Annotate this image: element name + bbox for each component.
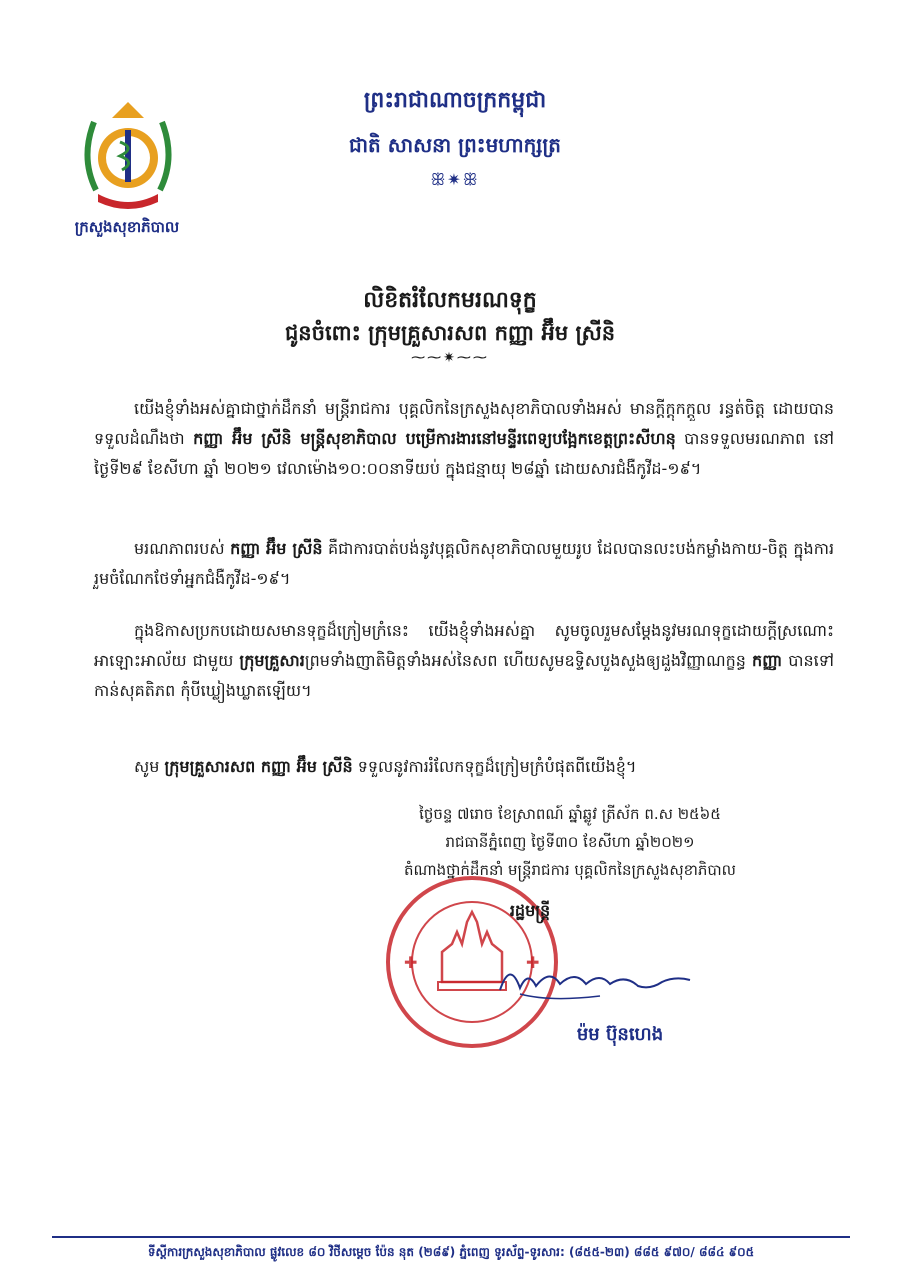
- on-behalf-line: តំណាងថ្នាក់ដឹកនាំ មន្ត្រីរាជការ បុគ្គលិកនៃក្រសួងសុខាភិបាល: [404, 861, 736, 879]
- handwritten-signature: [490, 950, 700, 1010]
- family-bold: ក្រុមគ្រួសារសព កញ្ញា អ៊ឹម ស្រីនិ: [164, 757, 353, 776]
- paragraph-text: គឺជាការបាត់បង់នូវបុគ្គលិកសុខាភិបាលមួយរូប ដែលបានលះបង់កម្លាំងកាយ-ចិត្ត ក្នុងការរួមចំណែកថែទាំអ្នកជំងឺកូវីដ-១៩។: [94, 539, 835, 588]
- deceased-name-bold: កញ្ញា អ៊ឹម ស្រីនិ មន្ត្រីសុខាភិបាល បម្រើការងារនៅមន្ទីរពេទ្យបង្អែកខេត្តព្រះសីហនុ: [193, 429, 676, 448]
- paragraph-text: ព្រមទាំងញាតិមិត្តទាំងអស់នៃសព ហើយសូមឧទ្ទិសបួងសួងឲ្យដួងវិញ្ញាណក្ខន្ធ: [304, 651, 753, 670]
- family-bold: ក្រុមគ្រួសារ: [239, 651, 305, 670]
- signatory-name: ម៉ម ប៊ុនហេង: [576, 1024, 664, 1045]
- paragraph-text: ក្នុងឱកាសប្រកបដោយសមានទុក្ខដ៏ក្រៀមក្រំនេះ យើងខ្ញុំទាំងអស់គ្នា សូមចូលរួមសម្តែងនូវមរណទុក្ខដោយក្តីស្រណោះ អាឡោះអាល័យ ជាមួយ: [94, 621, 834, 670]
- footer-divider: [52, 1236, 850, 1238]
- letter-addressee: ជូនចំពោះ ក្រុមគ្រួសារសព កញ្ញា អ៊ឹម ស្រីនិ: [284, 321, 616, 345]
- paragraph-closing: [94, 752, 834, 782]
- paragraph-text: បានទៅកាន់សុគតិភព កុំបីឃ្លៀងឃ្លាតឡើយ។: [94, 651, 834, 700]
- paragraph-text: ទទួលនូវការរំលែកទុក្ខដ៏ក្រៀមក្រំបំផុតពីយើងខ្ញុំ។: [352, 757, 637, 776]
- paragraph-text: បានទទួលមរណភាព នៅថ្ងៃទី២៩ ខែសីហា ឆ្នាំ ២០២១ វេលាម៉ោង១០:០០នាទីយប់ ក្នុងជន្មាយុ ២៨ឆ្នាំ ដោយសារជំងឺកូវីដ-១៩។: [94, 429, 835, 478]
- national-motto: ជាតិ សាសនា ព្រះមហាក្សត្រ: [349, 133, 561, 157]
- lunar-date: ថ្ងៃចន្ទ ៧រោច ខែស្រាពណ៍ ឆ្នាំឆ្លូវ ត្រីស័ក ព.ស ២៥៦៥: [419, 805, 721, 823]
- paragraph-condolence: [94, 616, 834, 706]
- paragraph-loss: [94, 534, 834, 594]
- minister-title: រដ្ឋមន្ត្រី: [509, 901, 551, 920]
- paragraph-text: មរណភាពរបស់: [134, 539, 231, 558]
- svg-text:✚: ✚: [526, 953, 540, 972]
- header-ornament: ꕥ✷ꕥ: [430, 170, 480, 189]
- ministry-name: ក្រសួងសុខាភិបាល: [74, 218, 180, 236]
- ministry-of-health-logo: [76, 98, 180, 216]
- paragraph-announcement: [94, 394, 834, 484]
- place-date: រាជធានីភ្នំពេញ ថ្ងៃទី៣០ ខែសីហា ឆ្នាំ២០២១: [445, 833, 695, 851]
- deceased-name-bold: កញ្ញា អ៊ឹម ស្រីនិ: [230, 539, 323, 558]
- kingdom-heading: ព្រះរាជាណាចក្រកម្ពុជា: [363, 88, 547, 113]
- letter-title: លិខិតរំលែកមរណទុក្ខ: [363, 288, 537, 313]
- title-ornament: ⁓⁓✷⁓⁓: [411, 350, 489, 366]
- footer-address: ទីស្តីការក្រសួងសុខាភិបាល ផ្លូវលេខ ៨០ វិថីសម្តេច ប៉ែន នុត (២៨៩) ភ្នំពេញ ទូរស័ព្ទ-ទូរសារ: (៨៥៥-២៣) ៨៨៥ ៩៧០/ ៨៨៤ ៩០៥: [147, 1245, 755, 1259]
- deceased-title-bold: កញ្ញា: [752, 651, 783, 670]
- svg-text:✚: ✚: [404, 953, 418, 972]
- paragraph-text: យើងខ្ញុំទាំងអស់គ្នាជាថ្នាក់ដឹកនាំ មន្ត្រីរាជការ បុគ្គលិកនៃក្រសួងសុខាភិបាលទាំងអស់ មានក្តីក្តុកក្តួល រន្ធត់ចិត្ត ដោយបានទទួលដំណឹងថា: [94, 399, 834, 448]
- paragraph-text: សូម: [134, 757, 165, 776]
